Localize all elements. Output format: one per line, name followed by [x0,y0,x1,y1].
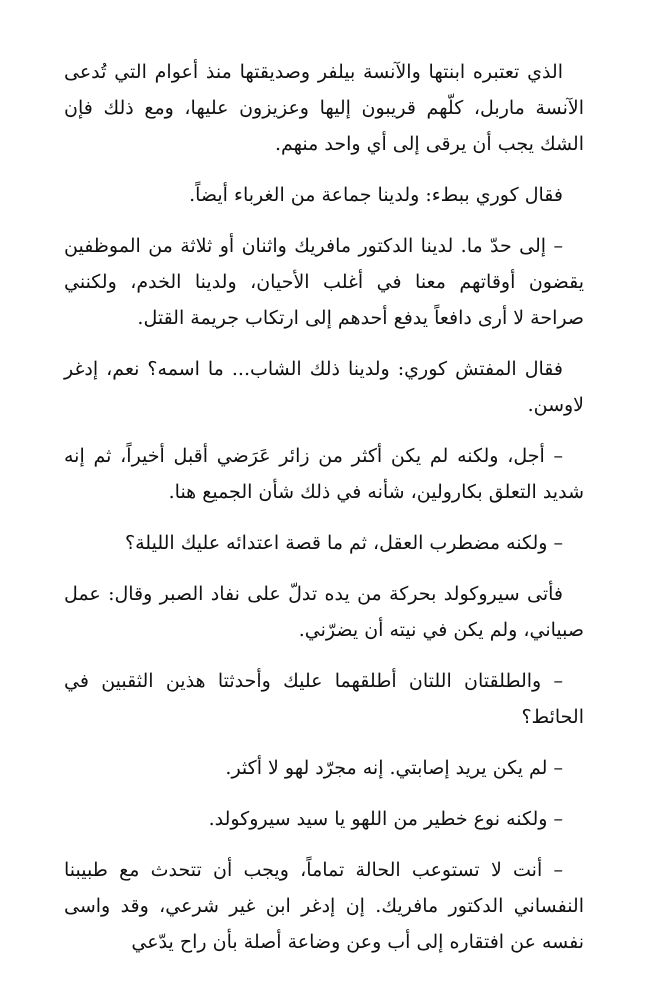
book-page [64,54,584,960]
paragraph-9: – لم يكن يريد إصابتي. إنه مجرّد لهو لا أكثر. [225,757,563,779]
paragraph-3: – إلى حدّ ما. لدينا الدكتور مافريك واثنان أو ثلاثة من الموظفين يقضون أوقاتهم معنا في أغلب الأحيان، ولدينا الخدم، ولكنني صراحة لا أرى دافعاً يدفع أحدهم إلى ارتكاب جريمة القتل. [64,235,584,329]
paragraph-11: – أنت لا تستوعب الحالة تماماً، ويجب أن تتحدث مع طبيبنا النفساني الدكتور مافريك. إن إدغر ابن غير شرعي، وقد واسى نفسه عن افتقاره إلى أب وعن وضاعة أصلة بأن راح يدّعي [64,859,584,953]
paragraph-7: فأتى سيروكولد بحركة من يده تدلّ على نفاد الصبر وقال: عمل صبياني، ولم يكن في نيته أن يضرّني. [64,583,584,641]
paragraph-2: فقال كوري ببطء: ولدينا جماعة من الغرباء أيضاً. [189,184,563,206]
paragraph-10: – ولكنه نوع خطير من اللهو يا سيد سيروكولد. [208,808,563,830]
paragraph-6: – ولكنه مضطرب العقل، ثم ما قصة اعتدائه عليك الليلة؟ [125,532,563,554]
paragraph-5: – أجل، ولكنه لم يكن أكثر من زائر عَرَضي أقبل أخيراً، ثم إنه شديد التعلق بكارولين، شأنه في ذلك شأن الجميع هنا. [64,445,584,503]
paragraph-1: الذي تعتبره ابنتها والآنسة بيلفر وصديقتها منذ أعوام التي تُدعى الآنسة ماربل، كلّهم قريبون إليها وعزيزون عليها، ومع ذلك فإن الشك يجب أن يرقى إلى أي واحد منهم. [64,61,584,155]
paragraph-8: – والطلقتان اللتان أطلقهما عليك وأحدثتا هذين الثقبين في الحائط؟ [64,670,584,728]
paragraph-4: فقال المفتش كوري: ولدينا ذلك الشاب... ما اسمه؟ نعم، إدغر لاوسن. [64,358,584,416]
